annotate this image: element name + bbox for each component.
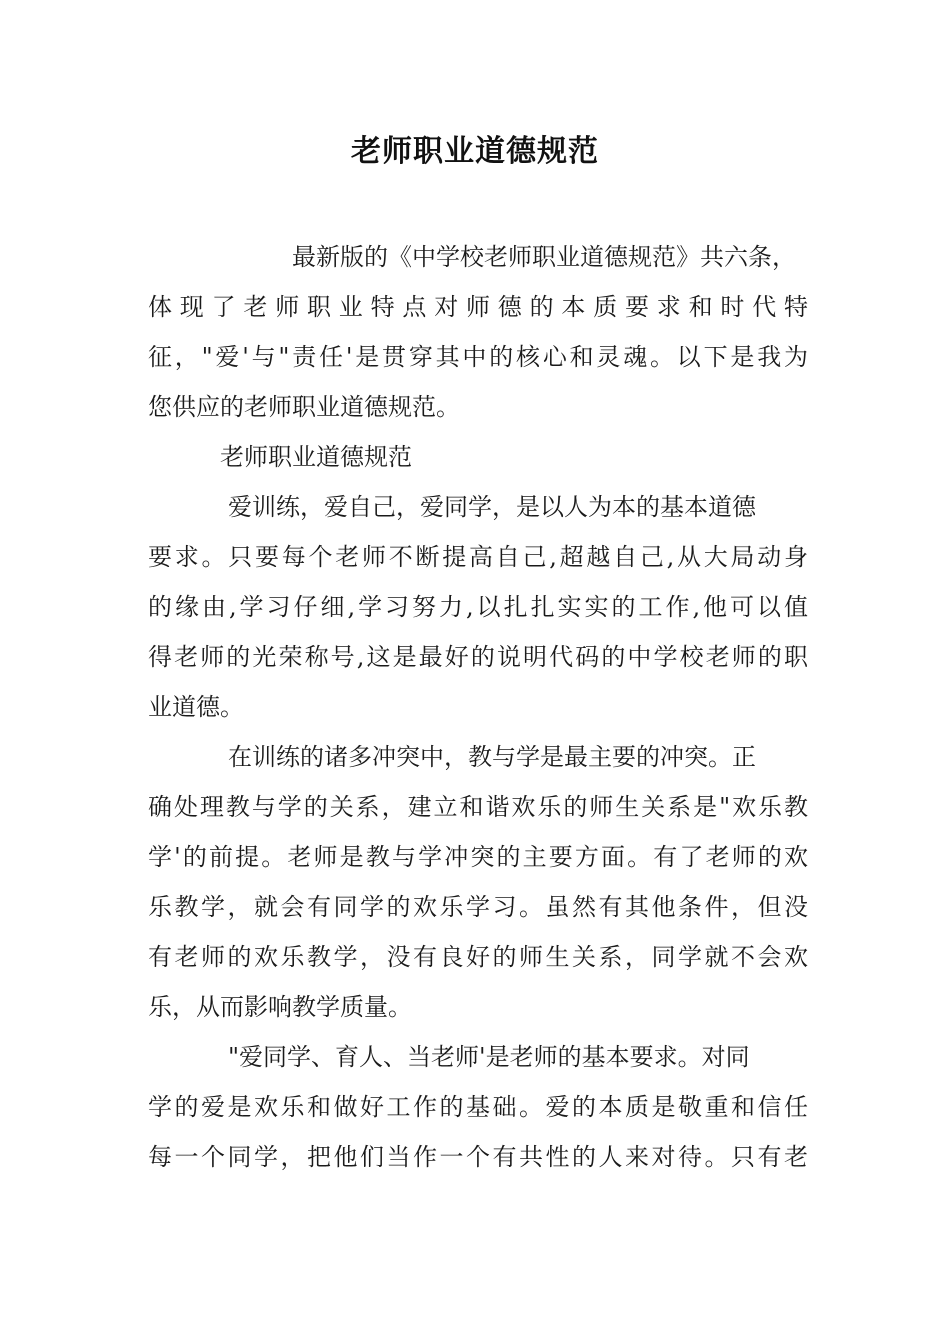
paragraph-line: 确处理教与学的关系，建立和谐欢乐的师生关系是"欢乐教 — [148, 793, 808, 821]
paragraph-line: 有老师的欢乐教学，没有良好的师生关系，同学就不会欢 — [148, 943, 808, 971]
paragraph-line: 每一个同学，把他们当作一个有共性的人来对待。只有老 — [148, 1143, 808, 1171]
paragraph-line: 乐教学，就会有同学的欢乐学习。虽然有其他条件，但没 — [148, 893, 808, 921]
paragraph-line: 要求。只要每个老师不断提高自己,超越自己,从大局动身 — [148, 543, 808, 571]
paragraph-line: 得老师的光荣称号,这是最好的说明代码的中学校老师的职 — [148, 643, 808, 671]
paragraph-line: 征，"爱'与"责任'是贯穿其中的核心和灵魂。以下是我为 — [148, 343, 808, 371]
document-title: 老师职业道德规范 — [351, 134, 599, 169]
paragraph-line: 爱训练，爱自己，爱同学，是以人为本的基本道德 — [228, 493, 756, 521]
paragraph-line: 的缘由,学习仔细,学习努力,以扎扎实实的工作,他可以值 — [148, 593, 808, 621]
paragraph-line: 体现了老师职业特点对师德的本质要求和时代特 — [148, 293, 808, 321]
paragraph-line: 最新版的《中学校老师职业道德规范》共六条， — [292, 243, 796, 271]
paragraph-line: 乐，从而影响教学质量。 — [148, 993, 412, 1021]
paragraph-line: 学的爱是欢乐和做好工作的基础。爱的本质是敬重和信任 — [148, 1093, 808, 1121]
paragraph-line: 在训练的诸多冲突中，教与学是最主要的冲突。正 — [228, 743, 756, 771]
section-heading: 老师职业道德规范 — [220, 443, 412, 471]
paragraph-line: "爱同学、育人、当老师'是老师的基本要求。对同 — [228, 1043, 750, 1071]
paragraph-line: 您供应的老师职业道德规范。 — [148, 393, 460, 421]
paragraph-line: 学'的前提。老师是教与学冲突的主要方面。有了老师的欢 — [148, 843, 808, 871]
paragraph-line: 业道德。 — [148, 693, 244, 721]
